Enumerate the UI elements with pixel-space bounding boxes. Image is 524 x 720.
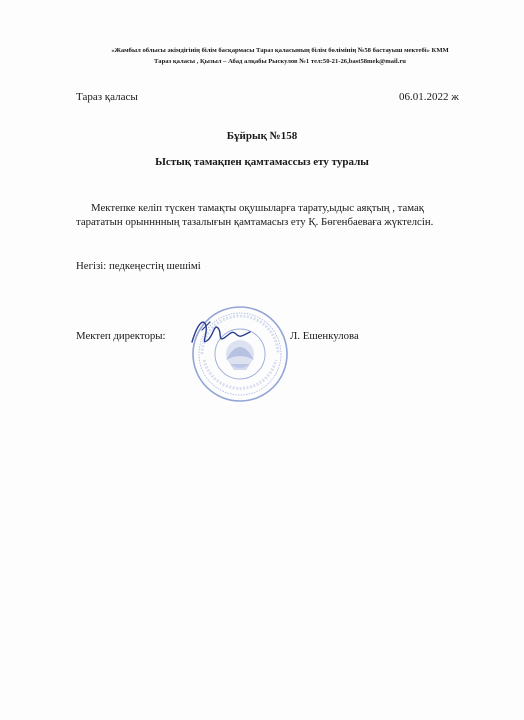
header-institution: «Жамбыл облысы әкімдігінің білім басқармасы Тараз қаласының білім бөлімінің №58 бастауыш мектебі» КММ <box>111 47 449 54</box>
order-number: Бұйрық №158 <box>226 130 298 142</box>
signer-name: Л. Ешенкулова <box>290 330 359 342</box>
director-label: Мектеп директоры: <box>76 330 166 342</box>
order-subject: Ыстық тамақпен қамтамассыз ету туралы <box>155 156 369 168</box>
body-line-2: тарататын орынннның тазалығын қамтамасыз ету Қ. Бөгенбаевағa жүктелсін. <box>76 216 434 228</box>
body-line-1: Мектепке келіп түскен тамақты оқушыларға тарату,ыдыс аяқтың , тамақ <box>91 202 425 214</box>
date: 06.01.2022 ж <box>399 91 459 103</box>
signature-icon <box>188 312 258 352</box>
place: Тараз қаласы <box>76 91 138 103</box>
basis: Негізі: педкеңестің шешімі <box>76 260 201 272</box>
header-contacts: Тараз қаласы , Қызыл – Абад алқабы Рыскулов №1 тел:50-21-26,bast58mek@mail.ru <box>154 58 406 65</box>
